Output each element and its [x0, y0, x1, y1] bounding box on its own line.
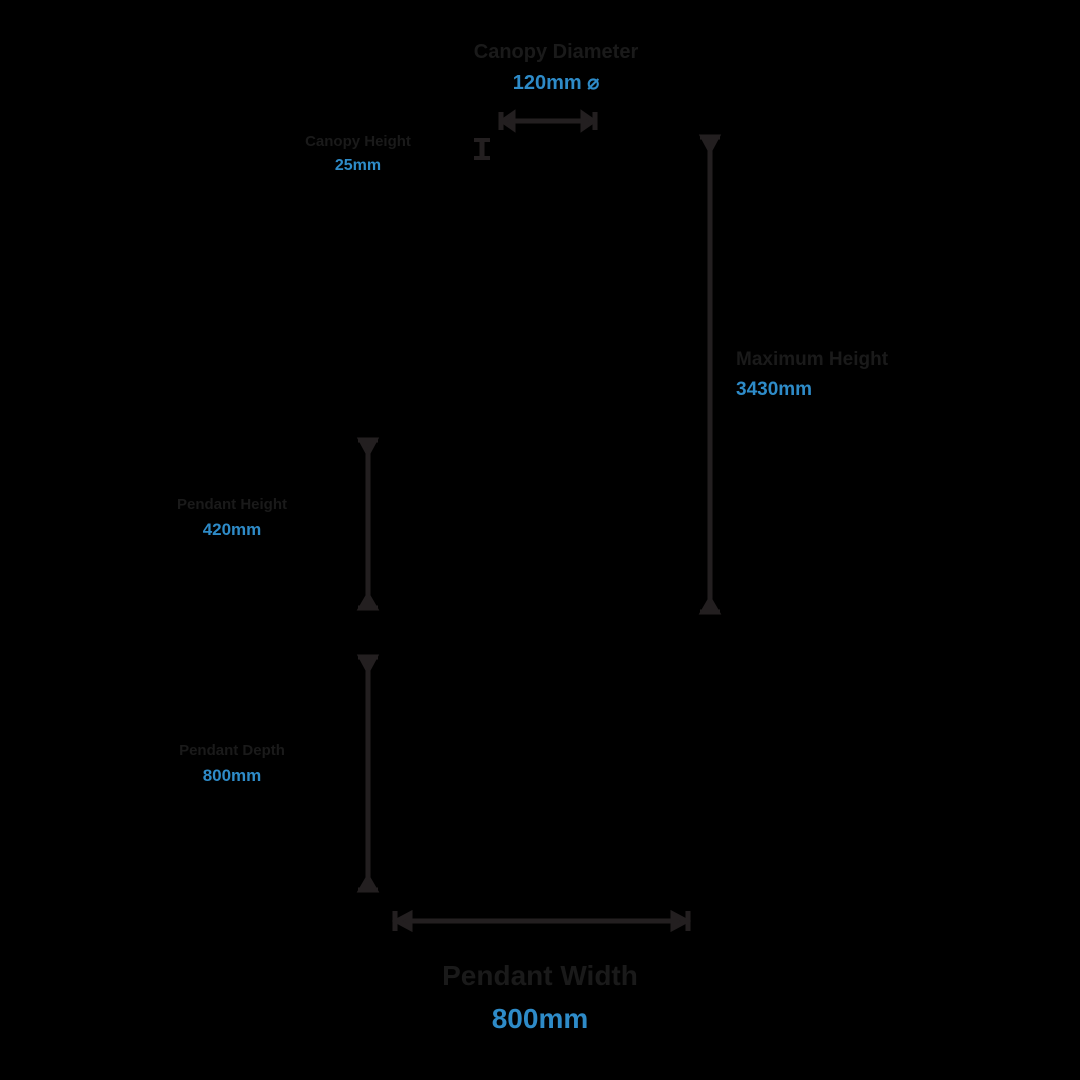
canopy-height-value: 25mm [334, 156, 382, 174]
canopy-diameter-name: Canopy Diameter [473, 41, 639, 63]
pendant-width-arrow [395, 911, 688, 931]
maximum-height-arrow [700, 137, 720, 612]
canopy-height-label [258, 133, 458, 176]
pendant-depth-label [132, 742, 332, 786]
pendant-width-value: 800mm [491, 1003, 589, 1034]
pendant-depth-value: 800mm [202, 765, 262, 785]
canopy-height-arrow [474, 140, 490, 158]
pendant-height-arrow [358, 440, 378, 608]
pendant-width-name: Pendant Width [442, 960, 638, 991]
canopy-diameter-arrow [501, 112, 595, 130]
pendant-width-label [340, 958, 740, 1036]
canopy-diameter-value: 120mm ⌀ [512, 72, 600, 94]
pendant-height-name: Pendant Height [176, 496, 287, 513]
maximum-height-name: Maximum Height [736, 349, 889, 370]
pendant-height-label [132, 496, 332, 540]
pendant-depth-arrow [358, 657, 378, 890]
maximum-height-value: 3430mm [736, 378, 813, 400]
canopy-height-name: Canopy Height [305, 133, 411, 150]
pendant-depth-name: Pendant Depth [179, 742, 285, 759]
pendant-height-value: 420mm [202, 519, 262, 539]
canopy-diameter-label [356, 40, 756, 96]
maximum-height-label [736, 348, 1036, 402]
